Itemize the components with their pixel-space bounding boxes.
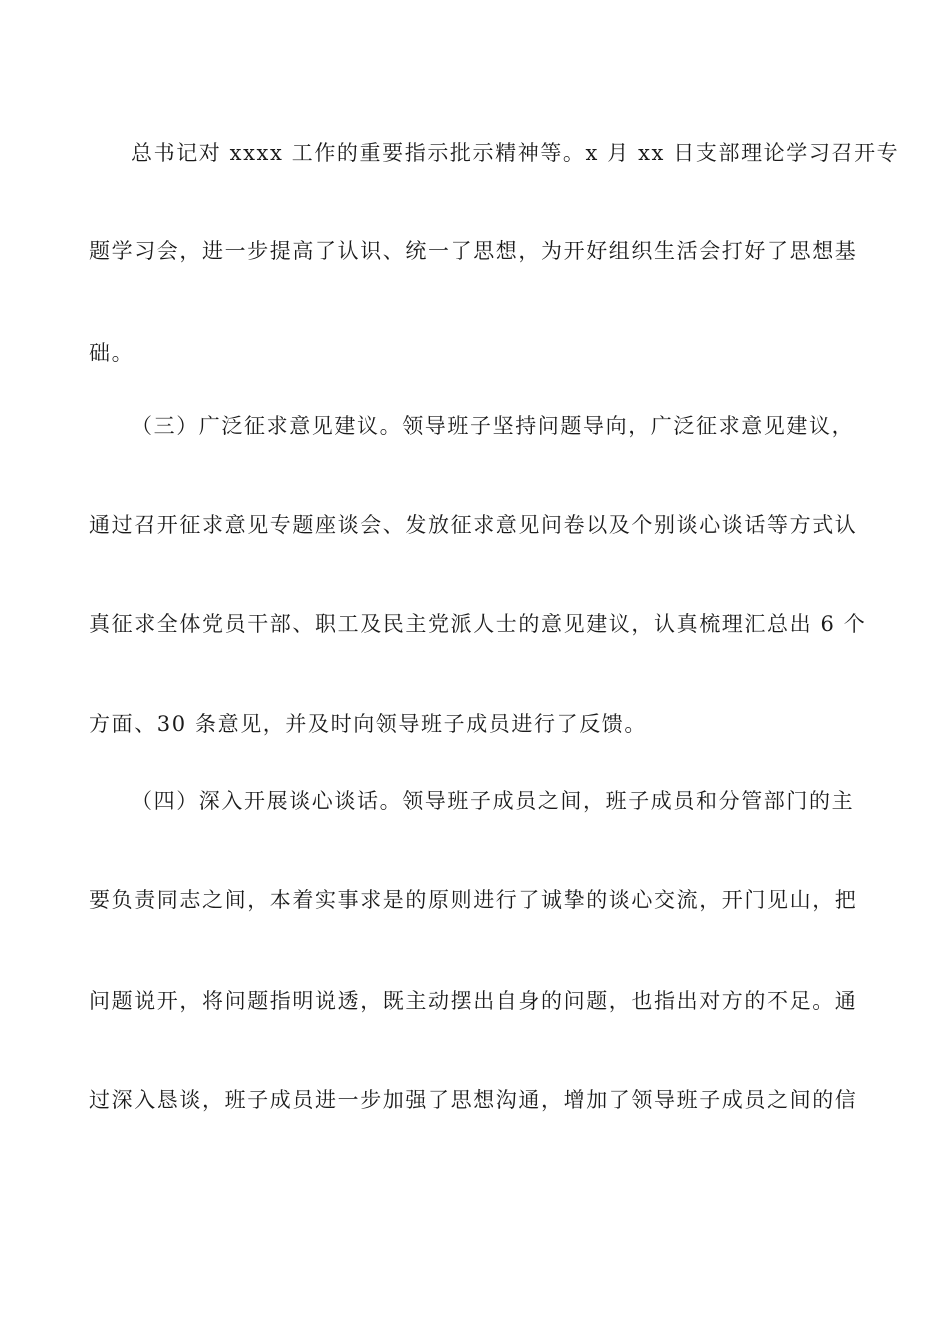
paragraph-line-7: 方面、30 条意见，并及时向领导班子成员进行了反馈。 <box>89 712 647 736</box>
paragraph-line-11: 过深入恳谈，班子成员进一步加强了思想沟通，增加了领导班子成员之间的信 <box>89 1088 858 1112</box>
paragraph-line-9: 要负责同志之间，本着实事求是的原则进行了诚挚的谈心交流，开门见山，把 <box>89 888 858 912</box>
paragraph-line-2: 题学习会，进一步提高了认识、统一了思想，为开好组织生活会打好了思想基 <box>89 239 858 263</box>
paragraph-line-6: 真征求全体党员干部、职工及民主党派人士的意见建议，认真梳理汇总出 6 个 <box>89 612 867 636</box>
paragraph-line-4: （三）广泛征求意见建议。领导班子坚持问题导向，广泛征求意见建议， <box>131 414 855 438</box>
paragraph-line-10: 问题说开，将问题指明说透，既主动摆出自身的问题，也指出对方的不足。通 <box>89 989 858 1013</box>
paragraph-line-5: 通过召开征求意见专题座谈会、发放征求意见问卷以及个别谈心谈话等方式认 <box>89 513 858 537</box>
paragraph-line-8: （四）深入开展谈心谈话。领导班子成员之间，班子成员和分管部门的主 <box>131 789 855 813</box>
paragraph-line-3: 础。 <box>89 341 135 365</box>
paragraph-line-1: 总书记对 xxxx 工作的重要指示批示精神等。x 月 xx 日支部理论学习召开专 <box>131 141 900 165</box>
